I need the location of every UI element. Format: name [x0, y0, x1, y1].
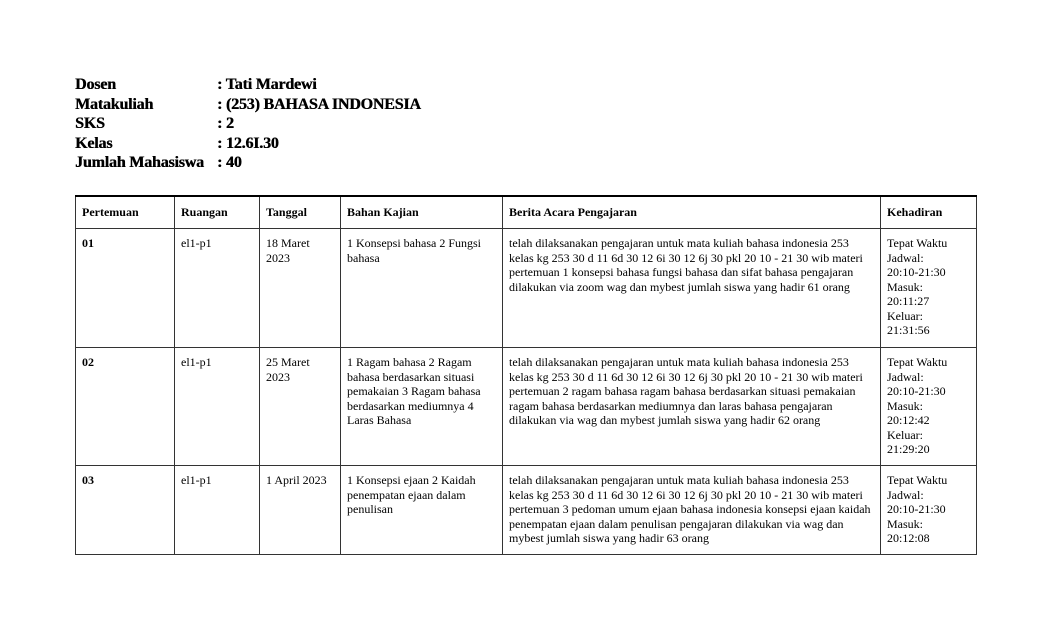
info-label: Kelas [75, 134, 113, 152]
info-row-sks [75, 114, 421, 134]
kehadiran-line: 20:10-21:30 [887, 265, 946, 279]
kehadiran-line: Jadwal: [887, 250, 924, 265]
kehadiran-line: 20:12:08 [887, 531, 930, 545]
kehadiran-line: 21:29:20 [887, 442, 930, 456]
info-value: : 40 [217, 154, 242, 171]
cell-berita-acara: telah dilaksanakan pengajaran untuk mata kuliah bahasa indonesia 253 kelas kg 253 30 d 11 6d 30 12 6i 30 12 6j 30 pkl 20 10 - 21 30 wib materi pertemuan 2 ragam bahasa ragam bahasa berdasarkan situasi pemakaian ragam bahasa berdasarkan mediumnya dan laras bahasa pengajaran dilakukan via wag dan mybest jumlah siswa yang hadir 62 orang [503, 348, 881, 466]
cell-bahan-kajian: 1 Konsepsi ejaan 2 Kaidah penempatan ejaan dalam penulisan [341, 466, 503, 555]
column-header-kehadiran: Kehadiran [881, 196, 977, 229]
kehadiran-line: 20:12:42 [887, 413, 930, 427]
kehadiran-line: Tepat Waktu [887, 236, 948, 250]
cell-ruangan: el1-p1 [175, 348, 260, 466]
kehadiran-line: 20:11:27 [887, 294, 930, 308]
info-label: SKS [75, 115, 105, 132]
info-label: Jumlah Mahasiswa [75, 154, 204, 171]
info-row-jumlah-mahasiswa [75, 153, 421, 173]
kehadiran-line: 21:31:56 [887, 323, 930, 337]
cell-tanggal: 1 April 2023 [260, 466, 341, 555]
info-value: : (253) BAHASA INDONESIA [217, 95, 421, 113]
cell-kehadiran [881, 229, 977, 348]
kehadiran-line: Masuk: [887, 516, 923, 531]
cell-kehadiran [881, 466, 977, 555]
kehadiran-line: Keluar: [887, 427, 923, 442]
info-label: Dosen [75, 76, 116, 93]
cell-ruangan: el1-p1 [175, 466, 260, 555]
column-header-berita-acara: Berita Acara Pengajaran [503, 196, 881, 229]
kehadiran-line: Jadwal: [887, 487, 924, 502]
table-row [76, 466, 977, 555]
table-row [76, 348, 977, 466]
kehadiran-line: 20:10-21:30 [887, 384, 946, 398]
cell-bahan-kajian: 1 Konsepsi bahasa 2 Fungsi bahasa [341, 229, 503, 348]
cell-kehadiran [881, 348, 977, 466]
info-value: : 2 [217, 115, 234, 132]
info-label: Matakuliah [75, 95, 154, 113]
cell-tanggal: 18 Maret 2023 [260, 229, 341, 348]
kehadiran-line: Tepat Waktu [887, 473, 948, 487]
kehadiran-line: Keluar: [887, 308, 923, 323]
kehadiran-line: Masuk: [887, 398, 923, 413]
cell-tanggal: 25 Maret 2023 [260, 348, 341, 466]
cell-pertemuan: 03 [76, 466, 175, 555]
attendance-table [75, 195, 977, 555]
cell-berita-acara: telah dilaksanakan pengajaran untuk mata kuliah bahasa indonesia 253 kelas kg 253 30 d 11 6d 30 12 6i 30 12 6j 30 pkl 20 10 - 21 30 wib materi pertemuan 3 pedoman umum ejaan bahasa indonesia konsepsi ejaan kaidah penempatan ejaan dalam penulisan pengajaran dilakukan via wag dan mybest jumlah siswa yang hadir 63 orang [503, 466, 881, 555]
info-value: : Tati Mardewi [217, 76, 317, 93]
cell-pertemuan: 02 [76, 348, 175, 466]
cell-bahan-kajian: 1 Ragam bahasa 2 Ragam bahasa berdasarkan situasi pemakaian 3 Ragam bahasa berdasarkan mediumnya 4 Laras Bahasa [341, 348, 503, 466]
table-header-row [76, 196, 977, 229]
cell-ruangan: el1-p1 [175, 229, 260, 348]
info-row-matakuliah [75, 95, 421, 115]
course-info-header [75, 75, 421, 173]
cell-berita-acara: telah dilaksanakan pengajaran untuk mata kuliah bahasa indonesia 253 kelas kg 253 30 d 11 6d 30 12 6i 30 12 6j 30 pkl 20 10 - 21 30 wib materi pertemuan 1 konsepsi bahasa fungsi bahasa dan sifat bahasa pengajaran dilakukan via zoom wag dan mybest jumlah siswa yang hadir 61 orang [503, 229, 881, 348]
kehadiran-line: 20:10-21:30 [887, 502, 946, 516]
table-row [76, 229, 977, 348]
kehadiran-line: Jadwal: [887, 369, 924, 384]
info-value: : 12.6I.30 [217, 134, 279, 152]
column-header-ruangan: Ruangan [175, 196, 260, 229]
info-row-dosen [75, 75, 421, 95]
column-header-tanggal: Tanggal [260, 196, 341, 229]
kehadiran-line: Masuk: [887, 279, 923, 294]
column-header-pertemuan: Pertemuan [76, 196, 175, 229]
cell-pertemuan: 01 [76, 229, 175, 348]
column-header-bahan-kajian: Bahan Kajian [341, 196, 503, 229]
kehadiran-line: Tepat Waktu [887, 355, 948, 369]
info-row-kelas [75, 134, 421, 154]
